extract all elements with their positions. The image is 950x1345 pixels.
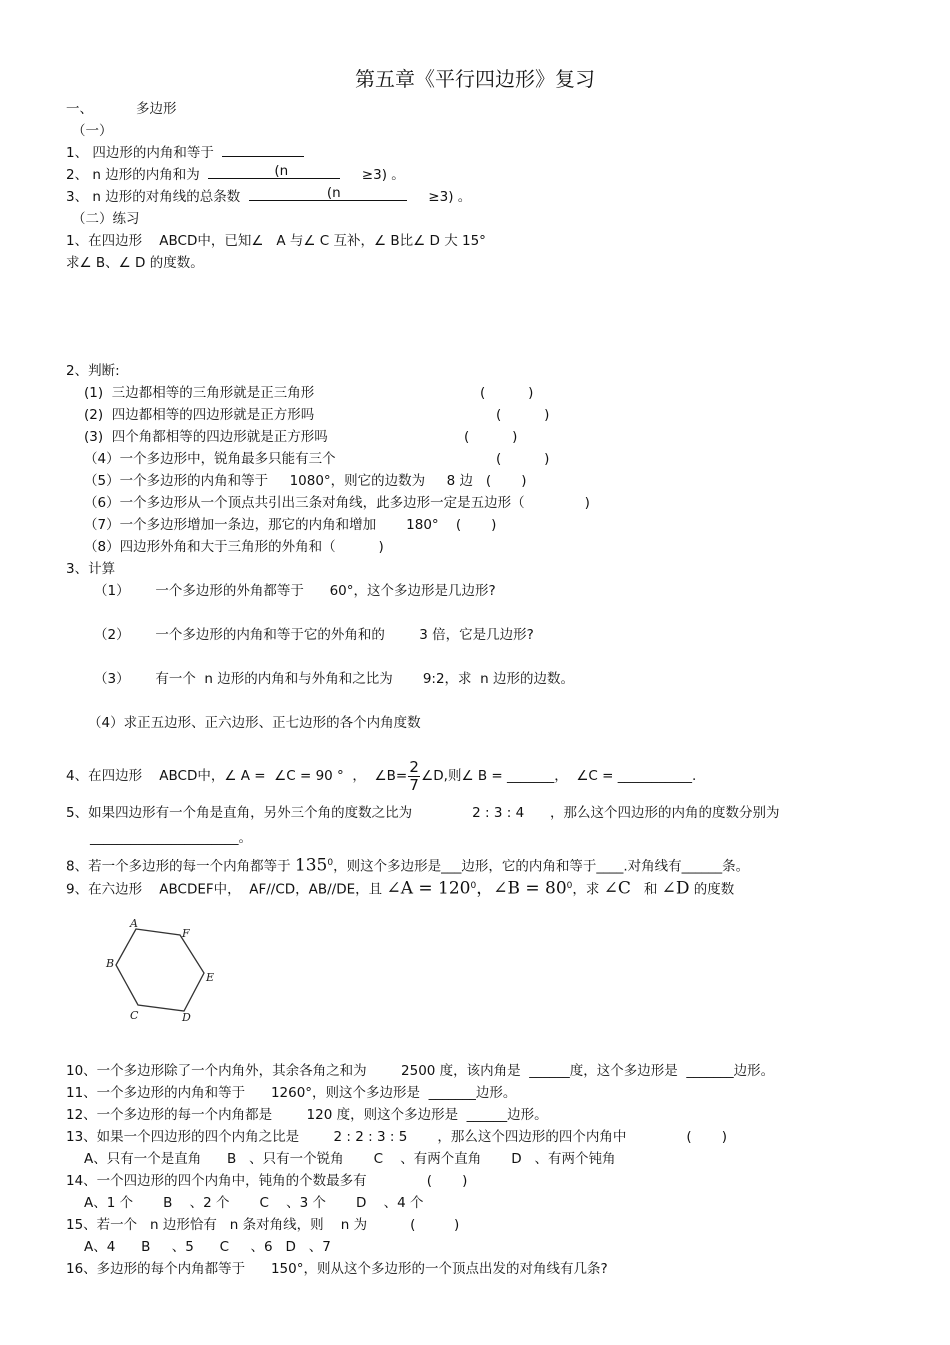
p5-line2: ______________________。 <box>90 830 252 846</box>
blank <box>249 185 407 201</box>
q1-3-cond: ≥3) 。 <box>428 189 472 205</box>
p16 <box>66 1260 608 1278</box>
calc-1 <box>94 582 496 600</box>
t: ( ) <box>426 1173 468 1189</box>
vertex-label-a: A <box>130 917 138 930</box>
t: 一个多边形的外角都等于 <box>155 583 304 599</box>
q1-2-cond: ≥3) 。 <box>361 167 405 183</box>
vertex-label-f: F <box>182 927 190 940</box>
judge-1: (1) 三边都相等的三角形就是正三角形 <box>84 385 315 401</box>
t: ) <box>584 495 590 511</box>
p10 <box>66 1062 774 1080</box>
denominator: 7 <box>409 775 419 794</box>
q1-2-n: (n <box>274 163 289 179</box>
judge-7 <box>84 516 496 534</box>
t: ABCD中，∠ A = ∠C = 90 ° ， ∠B= <box>159 768 408 784</box>
p4 <box>66 758 696 794</box>
p13-options: A、只有一个是直角 B 、只有一个锐角 C 、有两个直角 D 、有两个钝角 <box>84 1151 616 1167</box>
t: （6）一个多边形从一个顶点共引出三条对角线，此多边形一定是五边形（ <box>84 495 525 511</box>
t: ( ) <box>485 473 527 489</box>
t: ∠D,则∠ B = _______， ∠C = ___________. <box>421 768 697 784</box>
t: （2） <box>94 627 130 643</box>
blank <box>208 163 340 179</box>
t: B比∠ D 大 15° <box>390 233 486 249</box>
q1-2-text: 2、 n 边形的内角和为 <box>66 167 200 183</box>
math-a: ∠A = 120 <box>386 878 471 899</box>
page-title: 第五章《平行四边形》复习 <box>355 67 595 91</box>
t: ( ) <box>455 517 497 533</box>
t: 1、在四边形 <box>66 233 143 249</box>
t: ABCDEF中， AF//CD，AB//DE，且 <box>159 881 383 898</box>
t: 9:2，求 n 边形的边数。 <box>422 671 574 687</box>
t: ，则这个多边形是___边形，它的内角和等于____.对角线有______条。 <box>333 858 750 875</box>
t: 4、在四边形 <box>66 768 143 784</box>
hexagon-figure <box>100 915 230 1025</box>
p3-head: 3、计算 <box>66 561 116 577</box>
judge-3-paren: ( ) <box>464 429 518 445</box>
p2-head: 2、判断: <box>66 363 120 379</box>
q1-2 <box>66 163 405 184</box>
p11 <box>66 1084 516 1102</box>
p12 <box>66 1106 548 1124</box>
t: 和 <box>643 881 658 898</box>
t: 16、多边形的每个内角都等于 <box>66 1261 246 1277</box>
q1-1 <box>66 144 304 162</box>
p13 <box>66 1128 727 1146</box>
judge-1-paren: ( ) <box>480 385 534 401</box>
t: ( ) <box>686 1129 727 1145</box>
p14-options: A、1 个 B 、2 个 C 、3 个 D 、4 个 <box>84 1195 424 1211</box>
t: 2 : 2 : 3 : 5 <box>333 1129 408 1145</box>
p8 <box>66 854 749 876</box>
p15 <box>66 1216 459 1234</box>
vertex-label-e: E <box>206 971 215 984</box>
p5-line1 <box>66 804 779 822</box>
blank <box>222 144 304 157</box>
t: ABCD中，已知∠ <box>159 233 264 249</box>
t: ，求 <box>572 881 600 898</box>
fraction <box>408 759 420 794</box>
t: 1080°，则它的边数为 <box>289 473 426 489</box>
math-d: ∠D <box>661 878 690 899</box>
judge-4: （4）一个多边形中，锐角最多只能有三个 <box>84 451 336 467</box>
judge-2-paren: ( ) <box>496 407 550 423</box>
t: 1260°，则这个多边形是 _______边形。 <box>270 1085 517 1101</box>
t: 120 度，则这个多边形是 ______边形。 <box>306 1107 548 1123</box>
p1-line1 <box>66 232 486 250</box>
math-135: 135 <box>294 855 328 876</box>
judge-6 <box>84 494 590 512</box>
t: 一个多边形的内角和等于它的外角和的 <box>155 627 385 643</box>
t: （7）一个多边形增加一条边，那它的内角和增加 <box>84 517 377 533</box>
t: 2500 度，该内角是 ______度，这个多边形是 _______边形。 <box>401 1063 775 1079</box>
judge-8 <box>84 538 384 556</box>
degree-sup: 0 <box>470 881 477 891</box>
subsection-1: （一） <box>72 123 113 139</box>
judge-2: (2) 四边都相等的四边形就是正方形吗 <box>84 407 315 423</box>
q1-1-text: 1、 四边形的内角和等于 <box>66 145 214 161</box>
numerator: 2 <box>409 757 419 776</box>
calc-3 <box>94 670 574 688</box>
p9 <box>66 877 734 899</box>
t: 180° <box>406 517 439 533</box>
q1-3-text: 3、 n 边形的对角线的总条数 <box>66 189 241 205</box>
t: 3 倍，它是几边形? <box>419 627 534 643</box>
q1-3-n: (n <box>326 185 341 201</box>
judge-5 <box>84 472 526 490</box>
math-c: ∠C <box>603 878 631 899</box>
hexagon-shape <box>116 929 204 1011</box>
vertex-label-d: D <box>182 1011 191 1024</box>
t: ) <box>378 539 384 555</box>
degree-sup: 0 <box>566 881 573 891</box>
vertex-label-b: B <box>106 957 115 970</box>
t: A 与∠ C 互补，∠ <box>276 233 387 249</box>
t: 12、一个多边形的每一个内角都是 <box>66 1107 273 1123</box>
t: （3） <box>94 671 130 687</box>
vertex-label-c: C <box>130 1009 139 1022</box>
judge-3: (3) 四个角都相等的四边形就是正方形吗 <box>84 429 328 445</box>
t: 10、一个多边形除了一个内角外，其余各角之和为 <box>66 1063 367 1079</box>
t: ，那么这个四边形的内角的度数分别为 <box>549 805 780 821</box>
t: ( ) <box>410 1217 460 1233</box>
p1-line2: 求∠ B、∠ D 的度数。 <box>66 255 204 271</box>
degree-sup: 0 <box>327 858 334 868</box>
t: 150°，则从这个多边形的一个顶点出发的对角线有几条? <box>270 1261 608 1277</box>
t: 8、若一个多边形的每一个内角都等于 <box>66 858 291 875</box>
section-number: 一、 <box>66 101 93 117</box>
p15-options: A、4 B 、5 C 、6 D 、7 <box>84 1239 331 1255</box>
q1-3 <box>66 185 472 206</box>
p14 <box>66 1172 467 1190</box>
judge-4-paren: ( ) <box>496 451 550 467</box>
calc-2 <box>94 626 534 644</box>
t: 2 : 3 : 4 <box>472 805 525 821</box>
t: （1） <box>94 583 130 599</box>
t: 5、如果四边形有一个角是直角，另外三个角的度数之比为 <box>66 805 413 821</box>
t: 60°，这个多边形是几边形? <box>329 583 496 599</box>
t: 15、若一个 n 边形恰有 n 条对角线，则 n 为 <box>66 1217 368 1233</box>
t: 11、一个多边形的内角和等于 <box>66 1085 246 1101</box>
t: ，那么这个四边形的四个内角中 <box>437 1129 627 1145</box>
t: 有一个 n 边形的内角和与外角和之比为 <box>155 671 393 687</box>
subsection-2: （二）练习 <box>72 211 140 227</box>
math-b: ，∠B = 80 <box>476 878 567 899</box>
t: 8 边 <box>446 473 474 489</box>
t: 14、一个四边形的四个内角中，钝角的个数最多有 <box>66 1173 367 1189</box>
t: 13、如果一个四边形的四个内角之比是 <box>66 1129 300 1145</box>
t: （8）四边形外角和大于三角形的外角和（ <box>84 539 336 555</box>
t: 9、在六边形 <box>66 881 143 898</box>
section-title: 多边形 <box>136 101 177 117</box>
calc-4: （4）求正五边形、正六边形、正七边形的各个内角度数 <box>88 715 421 731</box>
t: （5）一个多边形的内角和等于 <box>84 473 269 489</box>
t: 的度数 <box>693 881 735 898</box>
